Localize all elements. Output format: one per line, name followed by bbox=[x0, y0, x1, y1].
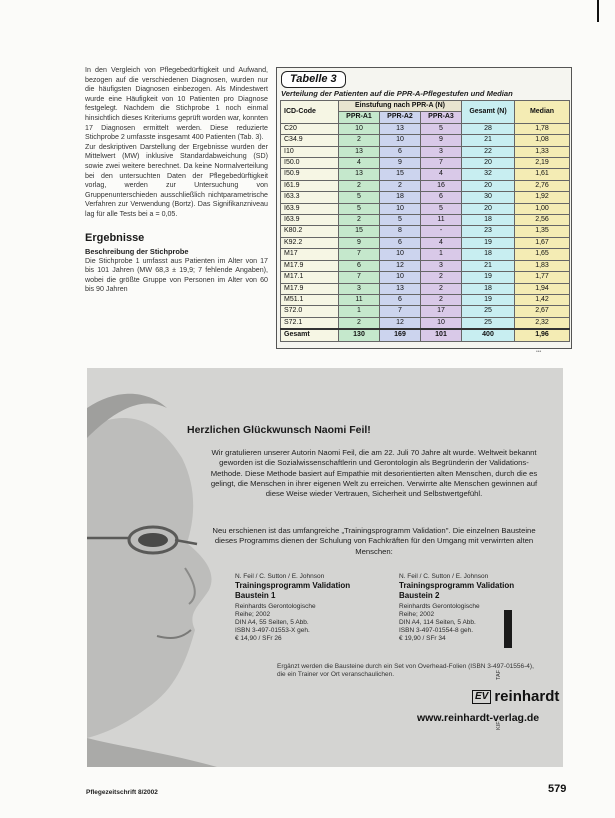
total-gesamt: 400 bbox=[462, 329, 515, 341]
total-ppr-a2: 169 bbox=[380, 329, 421, 341]
cell-ppr-a2: 5 bbox=[380, 215, 421, 226]
cell-gesamt: 22 bbox=[462, 146, 515, 157]
header-gesamt: Gesamt (N) bbox=[462, 101, 515, 124]
table-row bbox=[281, 249, 570, 260]
cell-gesamt: 21 bbox=[462, 260, 515, 271]
cell-icd-code: M17.9 bbox=[281, 283, 339, 294]
cell-gesamt: 21 bbox=[462, 135, 515, 146]
cell-gesamt: 20 bbox=[462, 203, 515, 214]
cell-median: 1,92 bbox=[515, 192, 570, 203]
cell-ppr-a3: 5 bbox=[421, 123, 462, 134]
cell-ppr-a1: 5 bbox=[339, 192, 380, 203]
cell-ppr-a1: 4 bbox=[339, 158, 380, 169]
cell-icd-code: I63.9 bbox=[281, 203, 339, 214]
cell-ppr-a3: 10 bbox=[421, 317, 462, 329]
cell-median: 1,83 bbox=[515, 260, 570, 271]
book-detail: ISBN 3-497-01554-8 geh. bbox=[399, 626, 474, 634]
cell-ppr-a3: 9 bbox=[421, 135, 462, 146]
table-row bbox=[281, 169, 570, 180]
cell-median: 1,77 bbox=[515, 272, 570, 283]
cell-ppr-a1: 1 bbox=[339, 306, 380, 317]
header-median: Median bbox=[515, 101, 570, 124]
advertisement bbox=[87, 368, 563, 767]
cell-ppr-a1: 7 bbox=[339, 249, 380, 260]
patient-distribution-table bbox=[280, 100, 570, 342]
cell-ppr-a3: 2 bbox=[421, 283, 462, 294]
cell-ppr-a3: 4 bbox=[421, 237, 462, 248]
cell-ppr-a3: 3 bbox=[421, 260, 462, 271]
cell-ppr-a3: 11 bbox=[421, 215, 462, 226]
total-median: 1,96 bbox=[515, 329, 570, 341]
table-row bbox=[281, 226, 570, 237]
book-authors: N. Feil / C. Sutton / E. Johnson bbox=[399, 573, 489, 580]
cell-median: 1,65 bbox=[515, 249, 570, 260]
total-icd-code: Gesamt bbox=[281, 329, 339, 341]
book-title: Trainingsprogramm Validation bbox=[399, 581, 515, 591]
cell-icd-code: M17.1 bbox=[281, 272, 339, 283]
cell-ppr-a1: 2 bbox=[339, 215, 380, 226]
table-total-row bbox=[281, 329, 570, 341]
book-detail: Reihe; 2002 bbox=[399, 610, 435, 618]
publisher-name: reinhardt bbox=[494, 688, 560, 705]
header-ppr-a2: PPR-A2 bbox=[380, 112, 421, 123]
cell-icd-code: M51.1 bbox=[281, 294, 339, 305]
table-row bbox=[281, 317, 570, 329]
cell-icd-code: I10 bbox=[281, 146, 339, 157]
cell-ppr-a1: 5 bbox=[339, 203, 380, 214]
cell-gesamt: 30 bbox=[462, 192, 515, 203]
cell-gesamt: 19 bbox=[462, 294, 515, 305]
cell-ppr-a1: 2 bbox=[339, 135, 380, 146]
table-row bbox=[281, 146, 570, 157]
cell-icd-code: C20 bbox=[281, 123, 339, 134]
cell-ppr-a2: 2 bbox=[380, 180, 421, 191]
article-paragraph: In den Vergleich von Pflegebedürftigkeit und Aufwand, bezogen auf die verschiedenen Diagnosen, wurden nur die häufigsten Diagnosen einbezogen. Als Mindestwert wurde eine Häufigkeit von 10 Patienten pro Diagnose festgelegt. Nachdem die Stichprobe 1 noch einmal hinsichtlich dieses Kriteriums geprüft worden war, konnten 17 Diagnosen ermittelt werden. Diese reduzierte Stichprobe 2 umfasste insgesamt 400 Patienten (Tab. 3). bbox=[85, 66, 268, 142]
cell-gesamt: 28 bbox=[462, 123, 515, 134]
edge-mark bbox=[597, 0, 599, 22]
cell-icd-code: I61.9 bbox=[281, 180, 339, 191]
cell-median: 1,94 bbox=[515, 283, 570, 294]
book-detail: ISBN 3-497-01553-X geh. bbox=[235, 626, 310, 634]
ad-note: Ergänzt werden die Bausteine durch ein Set von Overhead-Folien (ISBN 3-497-01556-4), die ein Trainer vor Ort veranschaulichen. bbox=[277, 663, 534, 679]
cell-ppr-a2: 6 bbox=[380, 237, 421, 248]
cell-ppr-a2: 6 bbox=[380, 146, 421, 157]
ad-headline: Herzlichen Glückwunsch Naomi Feil! bbox=[187, 424, 371, 436]
cell-ppr-a3: 17 bbox=[421, 306, 462, 317]
table-row bbox=[281, 135, 570, 146]
table-row bbox=[281, 180, 570, 191]
scan-mark: ••• bbox=[536, 349, 542, 355]
book-detail: Reinhardts Gerontologische bbox=[235, 602, 316, 610]
cell-icd-code: K92.2 bbox=[281, 237, 339, 248]
cell-ppr-a2: 18 bbox=[380, 192, 421, 203]
table-row bbox=[281, 283, 570, 294]
cell-median: 1,33 bbox=[515, 146, 570, 157]
cell-icd-code: M17 bbox=[281, 249, 339, 260]
cell-icd-code: I50.0 bbox=[281, 158, 339, 169]
cell-gesamt: 19 bbox=[462, 237, 515, 248]
book-title: Trainingsprogramm Validation bbox=[235, 581, 351, 591]
table-row bbox=[281, 215, 570, 226]
cell-gesamt: 23 bbox=[462, 226, 515, 237]
publisher-logo[interactable] bbox=[472, 688, 559, 705]
header-icd-code: ICD-Code bbox=[281, 101, 339, 124]
table-row bbox=[281, 158, 570, 169]
cell-median: 2,56 bbox=[515, 215, 570, 226]
cell-ppr-a2: 9 bbox=[380, 158, 421, 169]
cell-ppr-a3: 2 bbox=[421, 294, 462, 305]
journal-footer: Pflegezeitschrift 8/2002 bbox=[86, 789, 158, 796]
cell-ppr-a2: 12 bbox=[380, 317, 421, 329]
cell-icd-code: M17.9 bbox=[281, 260, 339, 271]
cell-median: 1,42 bbox=[515, 294, 570, 305]
article-paragraph: Die Stichprobe 1 umfasst aus Patienten im Alter von 17 bis 101 Jahren (MW 68,3 ± 19,9; 7 fehlende Angaben), wobei die größte Gruppe von Personen im Alter von 60 bis 90 Jahren bbox=[85, 256, 268, 294]
cell-ppr-a3: 6 bbox=[421, 192, 462, 203]
page-number: 579 bbox=[548, 783, 567, 795]
book-listing-1[interactable] bbox=[235, 573, 375, 643]
header-ppr-group: Einstufung nach PPR-A (N) bbox=[339, 101, 462, 112]
cell-ppr-a1: 15 bbox=[339, 226, 380, 237]
cell-gesamt: 18 bbox=[462, 283, 515, 294]
cell-ppr-a1: 7 bbox=[339, 272, 380, 283]
table-caption: Verteilung der Patienten auf die PPR-A-Pflegestufen und Median bbox=[281, 89, 513, 98]
cell-icd-code: I50.9 bbox=[281, 169, 339, 180]
side-code: KIF bbox=[496, 721, 502, 730]
side-code: TAF bbox=[496, 670, 502, 680]
total-ppr-a3: 101 bbox=[421, 329, 462, 341]
cell-ppr-a3: - bbox=[421, 226, 462, 237]
cell-icd-code: K80.2 bbox=[281, 226, 339, 237]
book-detail: Reihe; 2002 bbox=[235, 610, 271, 618]
book-authors: N. Feil / C. Sutton / E. Johnson bbox=[235, 573, 325, 580]
book-price: € 19,90 / SFr 34 bbox=[399, 635, 446, 643]
cell-icd-code: S72.1 bbox=[281, 317, 339, 329]
cell-ppr-a2: 10 bbox=[380, 203, 421, 214]
cell-icd-code: I63.9 bbox=[281, 215, 339, 226]
table-row bbox=[281, 192, 570, 203]
cell-median: 1,08 bbox=[515, 135, 570, 146]
cell-median: 1,61 bbox=[515, 169, 570, 180]
book-detail: DIN A4, 55 Seiten, 5 Abb. bbox=[235, 618, 309, 626]
cell-ppr-a2: 10 bbox=[380, 272, 421, 283]
cell-ppr-a2: 10 bbox=[380, 249, 421, 260]
table-row bbox=[281, 237, 570, 248]
book-detail: DIN A4, 114 Seiten, 5 Abb. bbox=[399, 618, 476, 626]
book-price: € 14,90 / SFr 26 bbox=[235, 635, 282, 643]
cell-icd-code: C34.9 bbox=[281, 135, 339, 146]
cell-ppr-a3: 4 bbox=[421, 169, 462, 180]
table-3-box bbox=[276, 67, 572, 349]
article-column bbox=[85, 66, 268, 295]
cell-ppr-a1: 2 bbox=[339, 180, 380, 191]
cell-median: 2,19 bbox=[515, 158, 570, 169]
cell-ppr-a3: 16 bbox=[421, 180, 462, 191]
cell-median: 1,35 bbox=[515, 226, 570, 237]
table-label: Tabelle 3 bbox=[281, 71, 346, 88]
cell-median: 2,32 bbox=[515, 317, 570, 329]
cell-icd-code: S72.0 bbox=[281, 306, 339, 317]
subsection-heading: Beschreibung der Stichprobe bbox=[85, 246, 189, 256]
book-subtitle: Baustein 1 bbox=[235, 590, 276, 600]
cell-icd-code: I63.3 bbox=[281, 192, 339, 203]
ad-paragraph: Wir gratulieren unserer Autorin Naomi Feil, die am 22. Juli 70 Jahre alt wurde. Weltweit bekannt geworden ist die Sozialwissenschaftlerin und Gerontologin als Begründerin der Validations-Methode. Diese Methode basiert auf Empathie mit desorientierten alten Menschen, durch die es gelingt, die Menschen in ihrer eigenen Welt zu erreichen. Verwirrte alte Menschen gewinnen auf diese Weise wieder Vertrauen, Sicherheit und Selbstwertgefühl. bbox=[210, 448, 538, 499]
cell-ppr-a1: 9 bbox=[339, 237, 380, 248]
book-listing-2[interactable] bbox=[399, 573, 539, 643]
book-subtitle: Baustein 2 bbox=[399, 590, 440, 600]
cell-ppr-a1: 13 bbox=[339, 146, 380, 157]
cell-gesamt: 19 bbox=[462, 272, 515, 283]
cell-ppr-a1: 3 bbox=[339, 283, 380, 294]
cell-ppr-a2: 13 bbox=[380, 283, 421, 294]
cell-median: 1,78 bbox=[515, 123, 570, 134]
table-row bbox=[281, 294, 570, 305]
cell-ppr-a2: 13 bbox=[380, 123, 421, 134]
cell-ppr-a3: 2 bbox=[421, 272, 462, 283]
table-row bbox=[281, 260, 570, 271]
publisher-url-link[interactable]: www.reinhardt-verlag.de bbox=[417, 712, 540, 724]
header-ppr-a3: PPR-A3 bbox=[421, 112, 462, 123]
ad-paragraph: Neu erschienen ist das umfangreiche „Trainingsprogramm Validation". Die einzelnen Bausteine dieses Programms dienen der Schulung von Fachkräften für den Umgang mit verwirrten alten Menschen: bbox=[212, 526, 536, 556]
cell-ppr-a3: 1 bbox=[421, 249, 462, 260]
cell-median: 1,67 bbox=[515, 237, 570, 248]
cell-ppr-a1: 6 bbox=[339, 260, 380, 271]
cell-ppr-a1: 10 bbox=[339, 123, 380, 134]
cell-gesamt: 20 bbox=[462, 158, 515, 169]
cell-ppr-a3: 5 bbox=[421, 203, 462, 214]
book-detail: Reinhardts Gerontologische bbox=[399, 602, 480, 610]
cell-gesamt: 20 bbox=[462, 180, 515, 191]
cell-ppr-a2: 8 bbox=[380, 226, 421, 237]
header-ppr-a1: PPR-A1 bbox=[339, 112, 380, 123]
cell-ppr-a2: 15 bbox=[380, 169, 421, 180]
cell-ppr-a3: 7 bbox=[421, 158, 462, 169]
cell-gesamt: 25 bbox=[462, 317, 515, 329]
cell-median: 2,67 bbox=[515, 306, 570, 317]
cell-ppr-a1: 11 bbox=[339, 294, 380, 305]
cell-gesamt: 18 bbox=[462, 249, 515, 260]
cell-median: 1,00 bbox=[515, 203, 570, 214]
table-row bbox=[281, 123, 570, 134]
margin-bar bbox=[504, 610, 512, 648]
cell-gesamt: 25 bbox=[462, 306, 515, 317]
table-row bbox=[281, 203, 570, 214]
cell-ppr-a2: 6 bbox=[380, 294, 421, 305]
cell-median: 2,76 bbox=[515, 180, 570, 191]
article-paragraph: Zur deskriptiven Darstellung der Ergebnisse wurden der Mittelwert (MW) inklusive Standardabweichung (SD) sowie zwei weitere berechnet. Da keine Normalverteilung bei den untersuchten Daten der Pflegebedürftigkeit vorlag, werden zur Untersuchung von Gruppenunterschieden ausschließlich nichtparametrische Verfahren zur Verwendung (Bortz). Das Signifikanzniveau lag für alle Tests bei a = 0,05. bbox=[85, 142, 268, 218]
publisher-logo-mark: EV bbox=[472, 690, 491, 704]
table-row bbox=[281, 272, 570, 283]
cell-ppr-a1: 13 bbox=[339, 169, 380, 180]
cell-gesamt: 18 bbox=[462, 215, 515, 226]
table-row bbox=[281, 306, 570, 317]
cell-ppr-a2: 10 bbox=[380, 135, 421, 146]
cell-ppr-a1: 2 bbox=[339, 317, 380, 329]
total-ppr-a1: 130 bbox=[339, 329, 380, 341]
section-heading: Ergebnisse bbox=[85, 231, 145, 244]
cell-gesamt: 32 bbox=[462, 169, 515, 180]
cell-ppr-a2: 7 bbox=[380, 306, 421, 317]
cell-ppr-a3: 3 bbox=[421, 146, 462, 157]
cell-ppr-a2: 12 bbox=[380, 260, 421, 271]
